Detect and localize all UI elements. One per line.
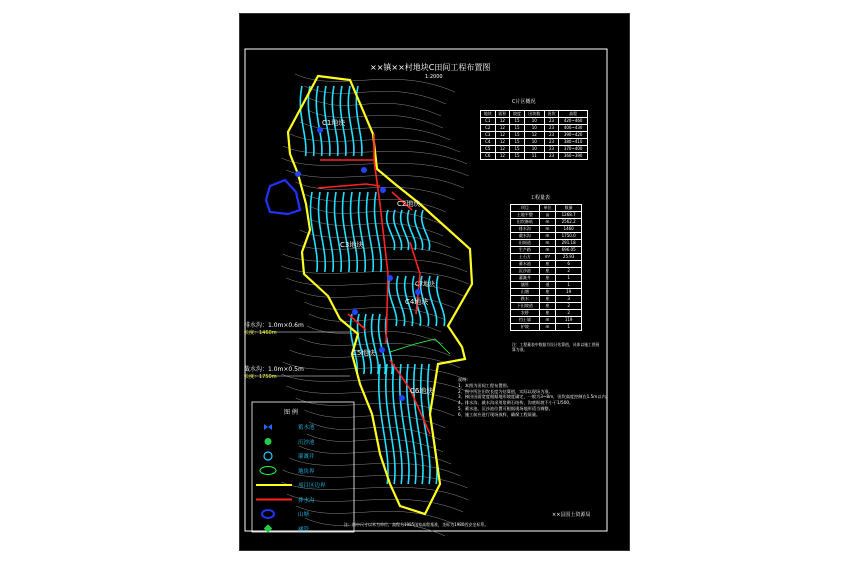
table1-cell: 15 — [510, 125, 525, 132]
table1-cell: 23 — [544, 125, 559, 132]
table2-cell: 截水沟 — [511, 233, 540, 240]
contour-line — [307, 434, 444, 452]
table2-row — [511, 303, 582, 310]
table2-cell: 蓄水池 — [511, 261, 540, 268]
table2-cell: 座 — [539, 261, 556, 268]
table2-cell: 单位 — [539, 205, 556, 212]
terrace-line — [318, 192, 325, 272]
terrace-line — [310, 192, 317, 272]
table1-cell: 23 — [544, 146, 559, 153]
legend-title: 图 例 — [284, 409, 298, 416]
table2-cell: 座 — [539, 310, 556, 317]
table2-cell: 座 — [539, 275, 556, 282]
contour-line — [281, 266, 468, 284]
table1-cell: C2 — [481, 125, 496, 132]
table2-cell: 座 — [539, 268, 556, 275]
table1-row — [481, 111, 588, 118]
note-3: 3、梯田田面宽度根据地形坡度确定，一般为3~8m，田坎高度控制在1.5m以内。 — [458, 394, 610, 400]
table2-row — [511, 212, 582, 219]
table1-cell: 田坎 — [544, 111, 559, 118]
table1-cell: 田块数 — [524, 111, 544, 118]
drawing-title: ××镇××村地块C田间工程布置图 — [370, 63, 491, 72]
table1-cell: 12 — [495, 153, 510, 160]
table2-note: 注：工程量表中数据为设计估算值，具体以施工图预算为准。 — [512, 342, 600, 352]
table1-cell: 15 — [510, 153, 525, 160]
field-label-c6: C6地块 — [410, 387, 434, 395]
terrace-line — [334, 192, 341, 272]
table2-row — [511, 324, 582, 331]
legend-label: 山塘 — [298, 512, 310, 518]
table1-cell: 400~430 — [559, 125, 588, 132]
table2-cell: 19 — [556, 289, 582, 296]
table2-cell: 亩 — [539, 212, 556, 219]
table2-cell: 灌溉井 — [511, 275, 540, 282]
table1-row — [481, 118, 588, 125]
table2-cell: 座 — [539, 296, 556, 303]
table2-cell: m — [539, 240, 556, 247]
field-label-c1: C1地块 — [322, 119, 346, 127]
legend-label: 项目区边界 — [298, 483, 326, 489]
contour-line — [309, 98, 441, 116]
legend-label: 灌溉井 — [298, 454, 315, 460]
table2-row — [511, 261, 582, 268]
table2-cell: 1 — [556, 324, 582, 331]
note-6: 6、施工前应进行现场放样，确保工程质量。 — [458, 411, 541, 417]
field-label-c7: C7地块 — [415, 281, 436, 288]
contour-line — [307, 326, 443, 344]
table2-row — [511, 247, 582, 254]
table1-cell: 12 — [495, 125, 510, 132]
table2-row — [511, 275, 582, 282]
table2-cell: 涵管 — [511, 282, 540, 289]
table2-cell: 1 — [556, 282, 582, 289]
table1-cell: 10 — [524, 118, 544, 125]
table1-row — [481, 132, 588, 139]
legend-label: 地块界 — [298, 468, 315, 475]
legend-label: 排水沟 — [298, 497, 315, 504]
table1-cell: 12 — [495, 139, 510, 146]
table1-cell: 390~420 — [559, 132, 588, 139]
table2-cell: 山塘 — [511, 289, 540, 296]
annot-drain-1-length: 长度：1460m — [244, 330, 277, 336]
table1-cell: 12 — [495, 132, 510, 139]
table2-cell: 3 — [556, 296, 582, 303]
table2-cell: 生产路 — [511, 247, 540, 254]
note-1: 1、本图为田间工程布置图。 — [458, 382, 511, 388]
table2-cell: 2 — [556, 303, 582, 310]
table1-cell: 12 — [524, 132, 544, 139]
table1-row — [481, 146, 588, 153]
table1-cell: 15 — [510, 139, 525, 146]
table2-cell: 沉沙池 — [511, 268, 540, 275]
table1-cell: 380~410 — [559, 139, 588, 146]
legend-symbol-circle-i — [264, 452, 272, 460]
table2-cell: 下田坡道 — [511, 303, 540, 310]
terrace-line — [308, 86, 314, 156]
table2-row — [511, 240, 582, 247]
table1-cell: 10 — [524, 125, 544, 132]
table2-row — [511, 310, 582, 317]
table2-cell: 排水沟 — [511, 226, 540, 233]
table1-row — [481, 125, 588, 132]
table1-row — [481, 153, 588, 160]
table1-cell: 23 — [544, 139, 559, 146]
table1-cell: C1 — [481, 118, 496, 125]
table2-cell: 田间道 — [511, 240, 540, 247]
note-5: 5、蓄水池、沉沙池位置可根据现场地形适当调整。 — [458, 405, 553, 411]
contour-line — [283, 254, 468, 272]
table1-cell: 地块 — [481, 111, 496, 118]
table2-cell: 2 — [556, 310, 582, 317]
table2-cell: 田坎修筑 — [511, 219, 540, 226]
table1-cell: 高程 — [559, 111, 588, 118]
table2-cell: 挡土墙 — [511, 317, 540, 324]
footer-agency: ××县国土资源局 — [552, 512, 591, 518]
terrace-line — [342, 192, 349, 272]
table1-cell: C6 — [481, 153, 496, 160]
table2-cell: 2562.2 — [556, 219, 582, 226]
table2-cell: m — [539, 233, 556, 240]
field-label-c2: C2地块 — [397, 200, 421, 208]
table2-cell: 项目 — [511, 205, 540, 212]
table2-row — [511, 254, 582, 261]
field-label-c5: C5地块 — [352, 349, 376, 357]
legend-symbol-blue-blob — [262, 510, 274, 518]
design-notes — [458, 377, 618, 418]
table1-cell: C5 — [481, 146, 496, 153]
table2-cell: m — [539, 324, 556, 331]
annot-drain-1: 排水沟：1.0m×0.6m — [244, 322, 304, 329]
annot-drain-2-length: 长度：1750m — [244, 374, 277, 380]
table2-cell: 696.05 — [556, 247, 582, 254]
table2-cell: m³ — [539, 254, 556, 261]
table2-cell: 跌水 — [511, 296, 540, 303]
terrace-line — [437, 276, 445, 326]
table1-cell: 370~400 — [559, 146, 588, 153]
contour-line — [287, 386, 464, 404]
table1-cell: 面积 — [495, 111, 510, 118]
notes-heading: 说明： — [458, 377, 471, 382]
table1-cell: 10 — [524, 146, 544, 153]
table1-cell: 坡度 — [510, 111, 525, 118]
pond-markers — [295, 127, 421, 401]
table2-row — [511, 296, 582, 303]
table2-cell: 1268.7 — [556, 212, 582, 219]
table2-cell: 1750.0 — [556, 233, 582, 240]
table1-cell: 360~390 — [559, 153, 588, 160]
terrace-line — [326, 192, 333, 272]
table2-cell: 土石方 — [511, 254, 540, 261]
table1-title: C片区概况 — [512, 99, 536, 105]
table2-row — [511, 226, 582, 233]
terrace-line — [358, 192, 365, 272]
table2-cell: 道 — [539, 282, 556, 289]
contour-line — [289, 458, 460, 476]
legend-symbol-ellipse — [260, 467, 276, 475]
table2-cell: m — [539, 247, 556, 254]
table2-row — [511, 282, 582, 289]
table2-cell: 25.93 — [556, 254, 582, 261]
table2-cell: 护坡 — [511, 324, 540, 331]
note-2: 2、图中所注田坎长度为估算值，实际以现场为准。 — [458, 388, 553, 394]
table2-row — [511, 219, 582, 226]
table2-cell: m — [539, 226, 556, 233]
pond-shape — [266, 180, 300, 214]
drawing-scale: 1:2000 — [425, 74, 443, 80]
contour-line — [281, 374, 468, 392]
table2-row — [511, 317, 582, 324]
legend-symbols — [256, 424, 292, 533]
table1-cell: 23 — [544, 132, 559, 139]
terrace-line — [300, 86, 306, 156]
table1-cell: C4 — [481, 139, 496, 146]
field-label-c3: C3地块 — [340, 241, 364, 249]
table2-cell: 土地平整 — [511, 212, 540, 219]
cad-drawing-frame — [239, 13, 630, 551]
table2-cell: 数量 — [556, 205, 582, 212]
legend-label: 沉沙池 — [298, 439, 315, 446]
legend-symbol-bowtie — [264, 424, 272, 430]
table1-cell: 23 — [544, 153, 559, 160]
note-4: 4、排水沟、截水沟采用浆砌石结构，沟底纵坡不小于1/500。 — [458, 400, 574, 406]
table1-cell: 12 — [495, 118, 510, 125]
site-summary-table — [480, 110, 588, 160]
table2-cell: 座 — [539, 289, 556, 296]
table1-cell: 12 — [495, 146, 510, 153]
table1-cell: 15 — [510, 146, 525, 153]
table2-row — [511, 205, 582, 212]
table1-cell: 11 — [524, 153, 544, 160]
project-boundary — [288, 76, 472, 514]
legend-label: 蓄水池 — [298, 425, 315, 431]
table2-row — [511, 233, 582, 240]
table2-row — [511, 268, 582, 275]
quantity-table — [510, 204, 582, 331]
table1-cell: C3 — [481, 132, 496, 139]
footer-note: 注：图中尺寸以米为单位，高程为1985国家高程基准，坐标为1980西安坐标系。 — [344, 522, 489, 527]
table1-cell: 15 — [510, 132, 525, 139]
table2-cell: 2 — [556, 268, 582, 275]
table2-cell: 座 — [539, 303, 556, 310]
table1-cell: 15 — [510, 118, 525, 125]
annot-drain-2: 截水沟：1.0m×0.5m — [244, 366, 304, 373]
table2-cell: 1 — [556, 275, 582, 282]
field-label-c4: C4地块 — [405, 298, 429, 306]
table2-title: 工程量表 — [530, 195, 551, 201]
table2-cell: 农桥 — [511, 310, 540, 317]
terrace-line — [350, 192, 357, 272]
table2-cell: 1460 — [556, 226, 582, 233]
legend-symbol-drop — [265, 438, 272, 445]
table2-cell: m — [539, 219, 556, 226]
table2-cell: m — [539, 317, 556, 324]
table2-cell: 291.18 — [556, 240, 582, 247]
table2-row — [511, 289, 582, 296]
table2-cell: 119 — [556, 317, 582, 324]
table1-cell: 10 — [524, 139, 544, 146]
legend-label: 涵管 — [298, 526, 310, 533]
table2-cell: 6 — [556, 261, 582, 268]
table1-cell: 420~460 — [559, 118, 588, 125]
table1-row — [481, 139, 588, 146]
terrace-line — [348, 86, 354, 156]
table1-cell: 23 — [544, 118, 559, 125]
